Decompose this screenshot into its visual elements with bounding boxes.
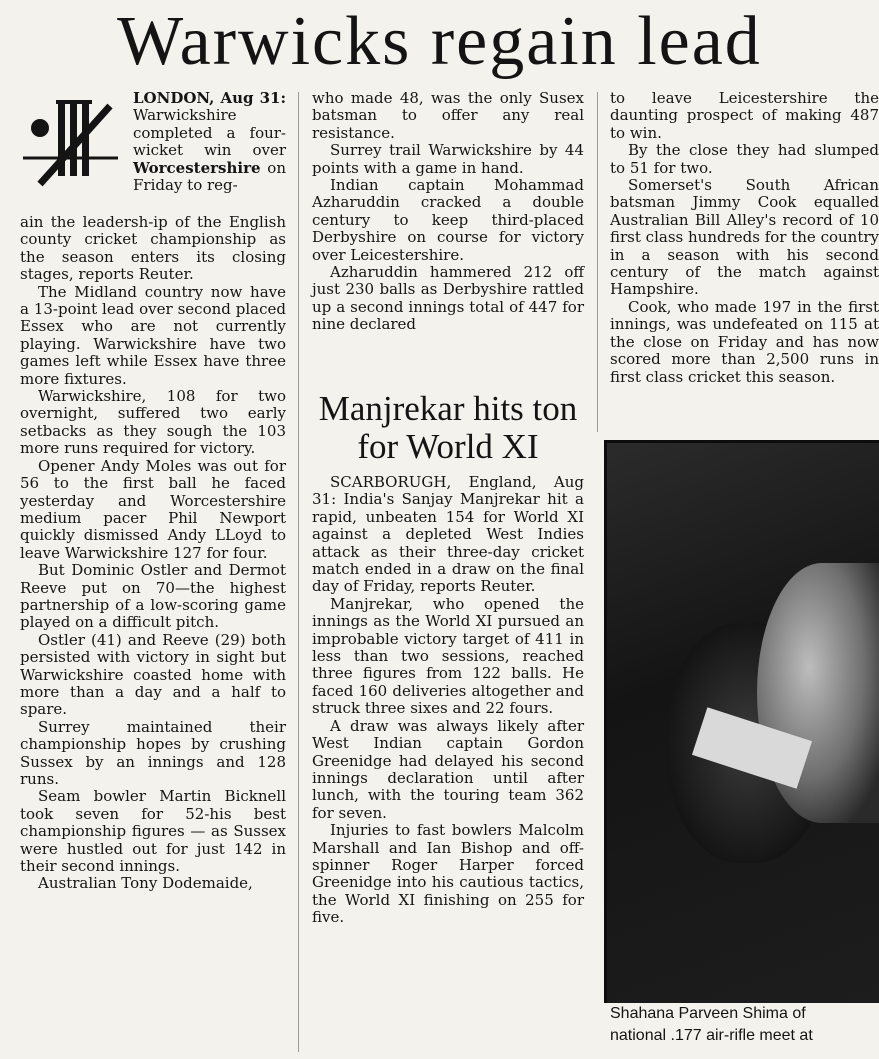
- paragraph: Seam bowler Martin Bicknell took seven for 52-his best championship figures — as Sussex were hustled out for just 142 in their second innings.: [20, 787, 286, 876]
- paragraph: Indian captain Mohammad Azharuddin cracked a double century to keep third-placed Derbyshire on course for victory over Leicestershire.: [312, 176, 584, 264]
- photo-caption: [610, 1003, 879, 1047]
- paragraph: Warwickshire, 108 for two overnight, suffered two early setbacks as they sough the 103 more runs required for victory.: [20, 387, 286, 458]
- column-divider: [298, 92, 299, 1052]
- paragraph: Injuries to fast bowlers Malcolm Marshall and Ian Bishop and off-spinner Roger Harper forced Greenidge into his cautious tactics, the World XI finishing on 255 for five.: [312, 821, 584, 927]
- paragraph: Somerset's South African batsman Jimmy Cook equalled Australian Bill Alley's record of 10 first class hundreds for the country in a season with his second century of the match against Hampshire.: [610, 176, 879, 299]
- paragraph: By the close they had slumped to 51 for two.: [610, 141, 879, 177]
- paragraph: But Dominic Ostler and Dermot Reeve put on 70—the highest partnership of a low-scoring game played on a difficult pitch.: [20, 561, 286, 632]
- paragraph: Ostler (41) and Reeve (29) both persisted with victory in sight but Warwickshire coasted home with more than a day and a half to spare.: [20, 630, 286, 719]
- dateline: LONDON, Aug 31:: [133, 89, 286, 107]
- paragraph: SCARBORUGH, England, Aug 31: India's Sanjay Manjrekar hit a rapid, unbeaten 154 for World XI against a depleted West Indies attack as their three-day cricket match ended in a draw on the final day of Friday, reports Reuter.: [312, 473, 584, 596]
- article-lead: [133, 90, 286, 194]
- lead-team: Worcestershire: [133, 158, 261, 177]
- paragraph: Cook, who made 197 in the first innings, was undefeated on 115 at the close on Friday and has now scored more than 2,500 runs in first class cricket this season.: [610, 297, 879, 386]
- article-column-1: [20, 214, 286, 893]
- paragraph: who made 48, was the only Susex batsman to offer any real resistance.: [312, 89, 584, 142]
- caption-line: national .177 air-rifle meet at: [610, 1027, 813, 1044]
- paragraph: Surrey maintained their championship hopes by crushing Sussex by an innings and 128 runs.: [20, 717, 286, 788]
- paragraph: Opener Andy Moles was out for 56 to the first ball he faced yesterday and Worcestershire medium pacer Phil Newport quickly dismissed Andy LLoyd to leave Warwickshire 127 for four.: [20, 456, 286, 562]
- caption-line: Shahana Parveen Shima of: [610, 1005, 806, 1022]
- paragraph: Australian Tony Dodemaide,: [38, 874, 253, 893]
- paragraph: to leave Leicestershire the daunting prospect of making 487 to win.: [610, 89, 879, 142]
- paragraph: The Midland country now have a 13-point lead over second placed Essex who are not currently playing. Warwickshire have two games left while Essex have three more fixtures.: [20, 282, 286, 388]
- paragraph: Azharuddin hammered 212 off just 230 balls as Derbyshire rattled up a second innings total of 447 for nine declared: [312, 263, 584, 334]
- article-column-3: [610, 90, 879, 386]
- sub-headline: Manjrekar hits ton for World XI: [318, 389, 578, 466]
- headline: Warwicks regain lead: [117, 3, 762, 80]
- article-2-body: [312, 474, 584, 927]
- paragraph: ain the leadersh-ip of the English county cricket championship as the season enters its closing stages, reports Reuter.: [20, 213, 286, 284]
- paragraph: Surrey trail Warwickshire by 44 points with a game in hand.: [312, 141, 584, 177]
- paragraph: Manjrekar, who opened the innings as the World XI pursued an improbable victory target of 411 in less than two sessions, reached three figures from 122 balls. He faced 160 deliveries altogether and struck three sixes and 22 fours.: [312, 594, 584, 718]
- paragraph: A draw was always likely after West Indian captain Gordon Greenidge had delayed his second innings declaration until after lunch, with the touring team 362 for seven.: [312, 716, 584, 822]
- article-column-2: [312, 90, 584, 334]
- lead-text: Warwickshire completed a four-wicket win over: [133, 106, 286, 160]
- cricket-logo-icon: [18, 96, 126, 196]
- column-divider: [597, 92, 598, 432]
- lead-text-end: on Friday to reg-: [133, 158, 286, 195]
- news-photo: [604, 440, 879, 1003]
